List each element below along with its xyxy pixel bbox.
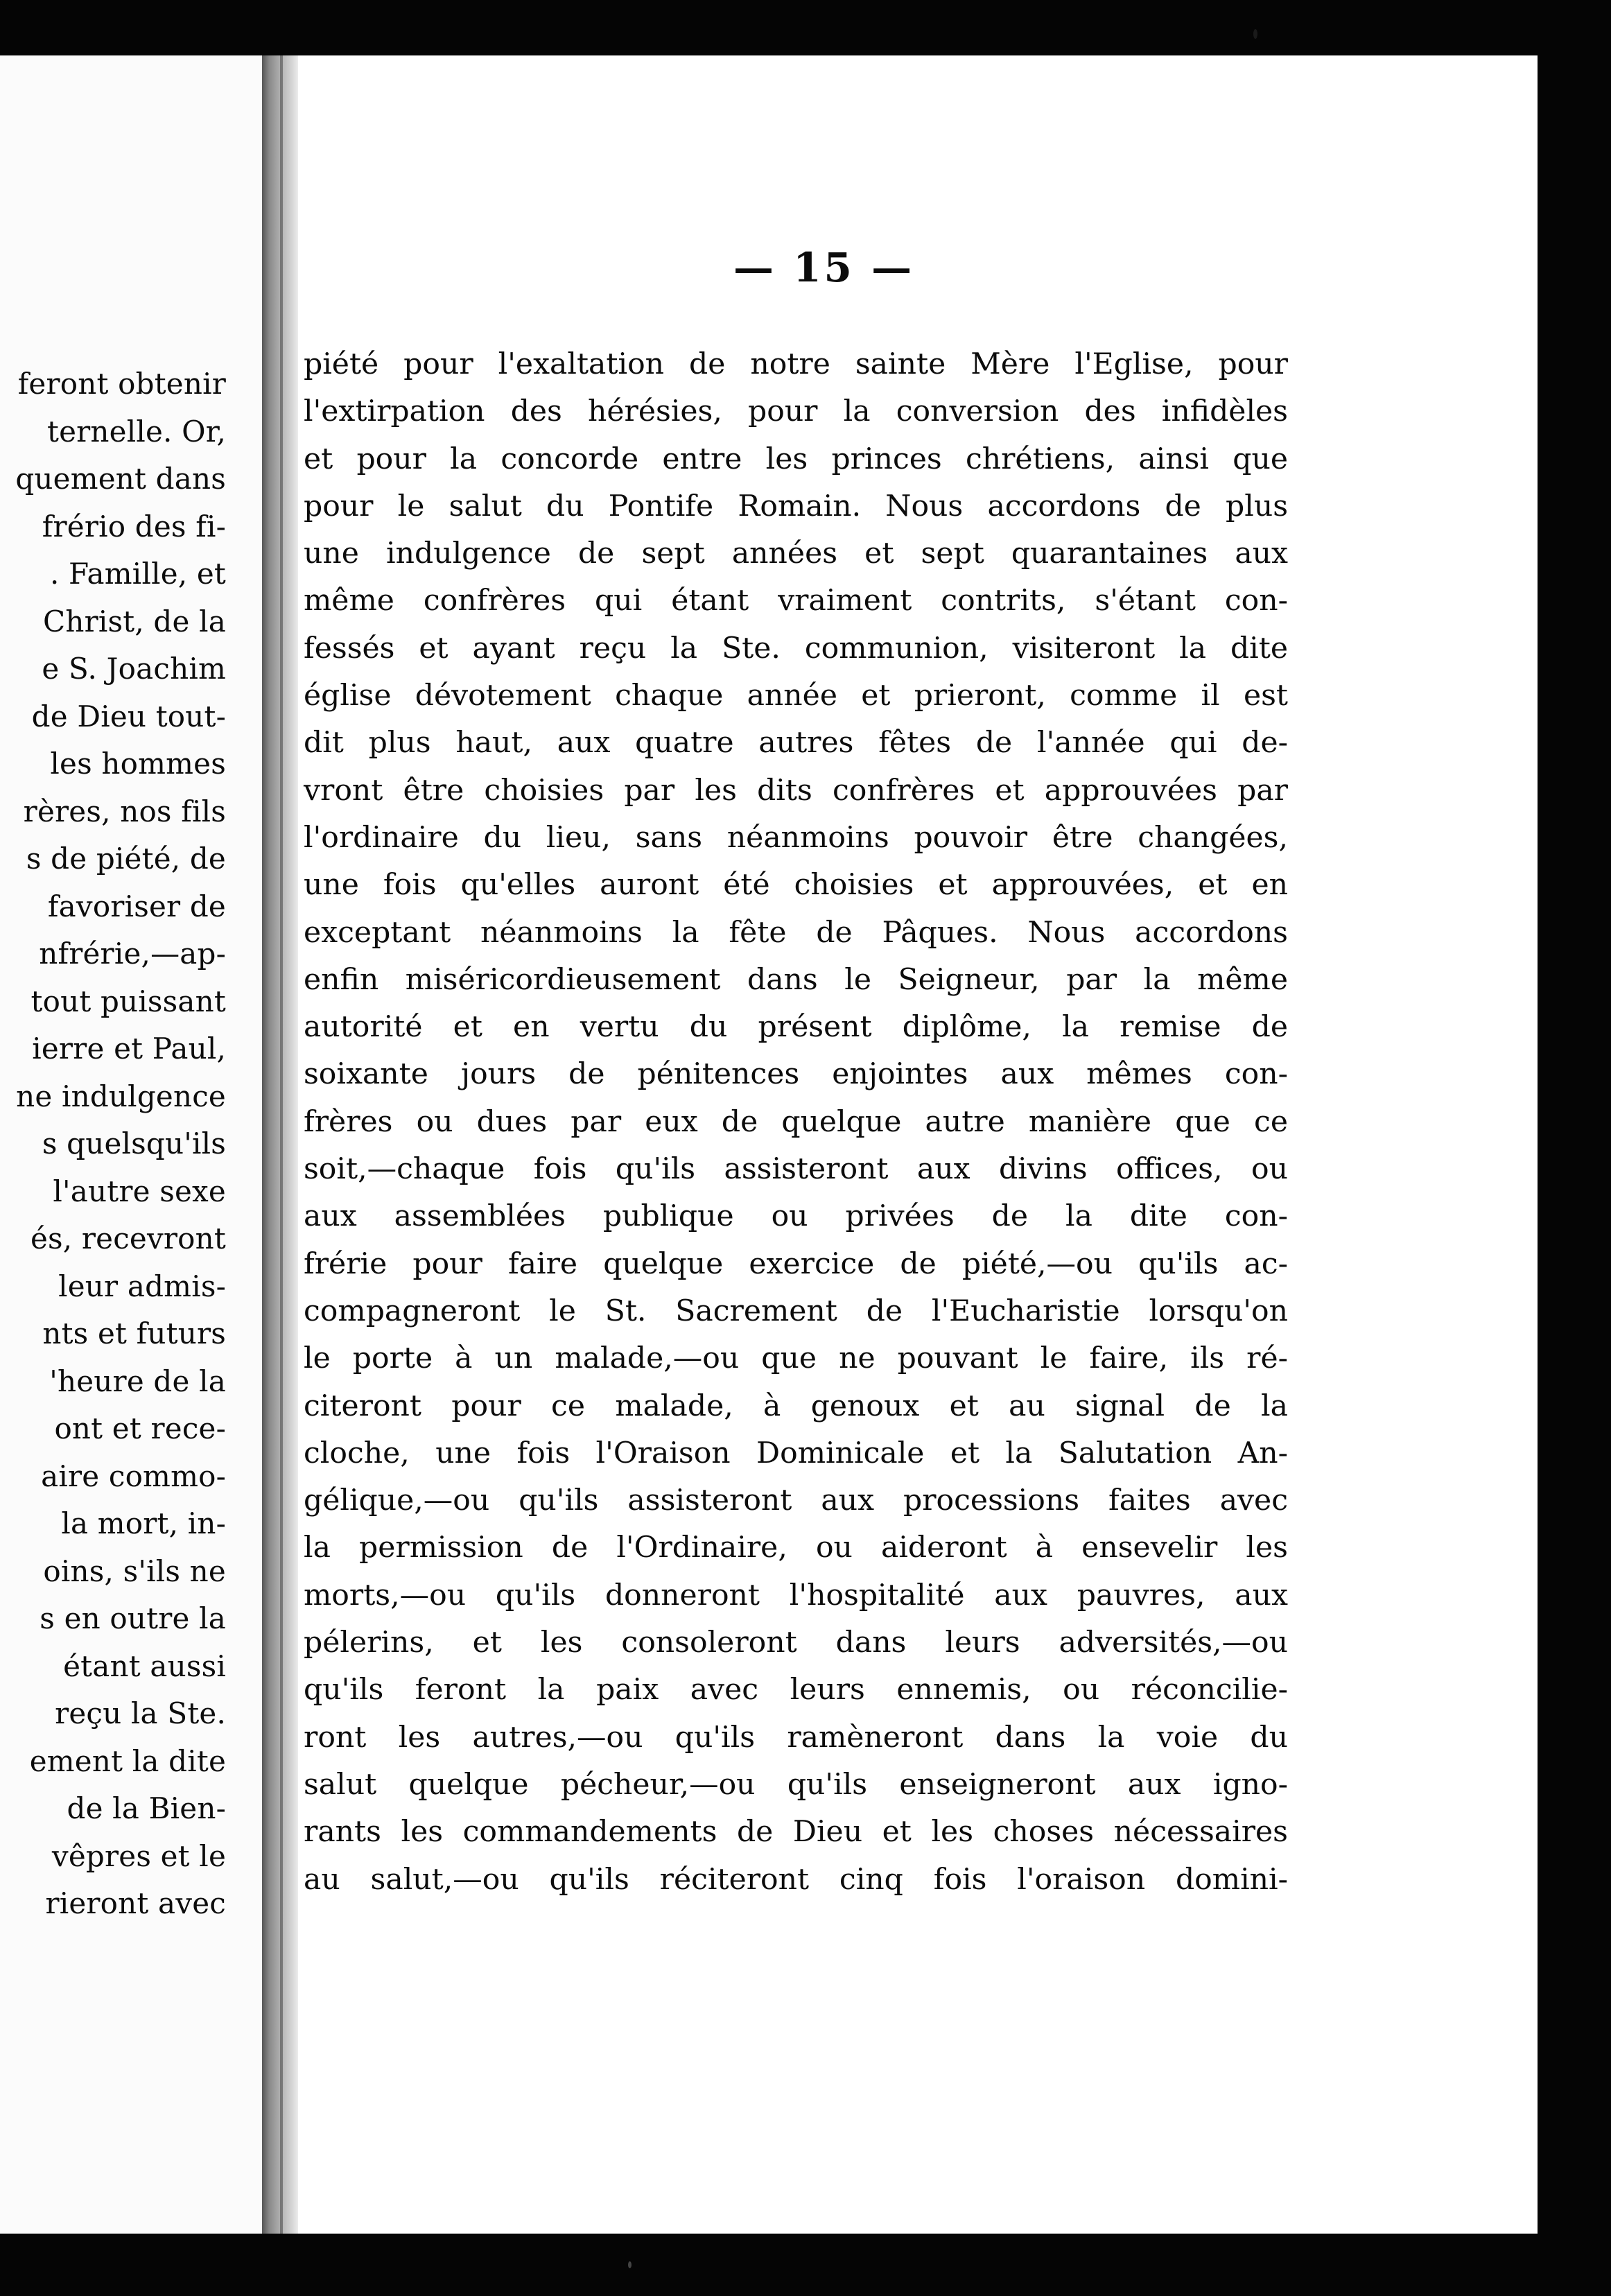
text-line: citeront pour ce malade, à genoux et au signal de la xyxy=(304,1389,1288,1423)
left-page-line: frério des fi- xyxy=(42,509,226,543)
text-line: au salut,—ou qu'ils réciteront cinq fois l'oraison domini- xyxy=(304,1862,1288,1897)
text-line: soit,—chaque fois qu'ils assisteront aux divins offices, ou xyxy=(304,1152,1288,1187)
text-line: frères ou dues par eux de quelque autre manière que ce xyxy=(304,1104,1288,1139)
left-page-line: ternelle. Or, xyxy=(47,414,226,449)
left-page-line: rères, nos fils xyxy=(23,794,226,828)
left-page-line: feront obtenir xyxy=(17,367,226,401)
text-line: et pour la concorde entre les princes chrétiens, ainsi que xyxy=(304,442,1288,476)
left-page-line: Christ, de la xyxy=(43,604,226,638)
left-page-line: ne indulgence xyxy=(16,1079,226,1113)
left-page-line: 'heure de la xyxy=(49,1364,226,1398)
left-page-line: de Dieu tout- xyxy=(31,699,226,733)
text-line: fessés et ayant reçu la Ste. communion, visiteront la dite xyxy=(304,631,1288,666)
main-text-block xyxy=(304,341,1288,1904)
left-page-line: . Famille, et xyxy=(49,557,226,591)
scan-border-right xyxy=(1538,0,1611,2296)
text-line: pélerins, et les consoleront dans leurs adversités,—ou xyxy=(304,1626,1288,1660)
left-page-text xyxy=(0,360,226,1928)
text-line: dit plus haut, aux quatre autres fêtes de l'année qui de- xyxy=(304,726,1288,760)
text-line: qu'ils feront la paix avec leurs ennemis, ou réconcilie- xyxy=(304,1673,1288,1707)
text-line: même confrères qui étant vraiment contrits, s'étant con- xyxy=(304,584,1288,618)
left-page-line: nts et futurs xyxy=(42,1316,226,1350)
left-page-line: ierre et Paul, xyxy=(32,1032,226,1066)
text-line: une fois qu'elles auront été choisies et approuvées, et en xyxy=(304,868,1288,903)
text-line: morts,—ou qu'ils donneront l'hospitalité aux pauvres, aux xyxy=(304,1578,1288,1612)
left-page-line: és, recevront xyxy=(30,1221,226,1255)
left-page-line: favoriser de xyxy=(47,889,226,923)
text-line: une indulgence de sept années et sept quarantaines aux xyxy=(304,537,1288,571)
left-page-line: oins, s'ils ne xyxy=(43,1554,226,1588)
left-page-line: étant aussi xyxy=(63,1649,226,1683)
text-line: enfin miséricordieusement dans le Seigneur, par la même xyxy=(304,962,1288,997)
left-page-line: e S. Joachim xyxy=(42,652,226,686)
text-line: le porte à un malade,—ou que ne pouvant le faire, ils ré- xyxy=(304,1341,1288,1376)
text-line: l'ordinaire du lieu, sans néanmoins pouvoir être changées, xyxy=(304,820,1288,855)
left-page-line: de la Bien- xyxy=(67,1791,226,1825)
left-facing-page xyxy=(0,55,262,2234)
left-page-line: s de piété, de xyxy=(26,842,226,876)
scan-speck xyxy=(628,2261,632,2268)
scan-border-bottom xyxy=(0,2234,1611,2296)
text-line: vront être choisies par les dits confrères et approuvées par xyxy=(304,773,1288,808)
left-page-line: rieront avec xyxy=(45,1886,226,1920)
text-line: cloche, une fois l'Oraison Dominicale et la Salutation An- xyxy=(304,1436,1288,1470)
text-line: pour le salut du Pontife Romain. Nous accordons de plus xyxy=(304,489,1288,523)
left-page-line: ont et rece- xyxy=(54,1411,226,1445)
scan-speck xyxy=(1253,29,1257,39)
left-page-line: la mort, in- xyxy=(61,1506,226,1540)
left-page-line: l'autre sexe xyxy=(53,1174,226,1208)
text-line: piété pour l'exaltation de notre sainte Mère l'Eglise, pour xyxy=(304,347,1288,381)
left-page-line: leur admis- xyxy=(58,1269,226,1303)
left-page-line: quement dans xyxy=(15,462,226,496)
text-line: compagneront le St. Sacrement de l'Eucharistie lorsqu'on xyxy=(304,1294,1288,1328)
text-line: frérie pour faire quelque exercice de piété,—ou qu'ils ac- xyxy=(304,1246,1288,1281)
text-line: l'extirpation des hérésies, pour la conversion des infidèles xyxy=(304,394,1288,429)
left-page-line: vêpres et le xyxy=(51,1838,226,1873)
scan-border-top xyxy=(0,0,1611,55)
text-line: soixante jours de pénitences enjointes aux mêmes con- xyxy=(304,1057,1288,1092)
text-line: autorité et en vertu du présent diplôme, la remise de xyxy=(304,1010,1288,1045)
page-number: — 15 — xyxy=(733,244,915,291)
text-line: église dévotement chaque année et prieront, comme il est xyxy=(304,679,1288,713)
left-page-line: nfrérie,—ap- xyxy=(39,937,226,971)
left-page-line: aire commo- xyxy=(41,1459,226,1493)
left-page-line: tout puissant xyxy=(31,984,226,1018)
text-line: aux assemblées publique ou privées de la dite con- xyxy=(304,1199,1288,1234)
text-line: rants les commandements de Dieu et les choses nécessaires xyxy=(304,1815,1288,1850)
left-page-line: les hommes xyxy=(50,747,226,781)
left-page-line: s quelsqu'ils xyxy=(42,1127,226,1160)
gutter-shadow-line xyxy=(280,55,283,2234)
text-line: exceptant néanmoins la fête de Pâques. Nous accordons xyxy=(304,915,1288,950)
left-page-line: reçu la Ste. xyxy=(55,1696,226,1730)
left-page-line: s en outre la xyxy=(40,1601,226,1635)
text-line: salut quelque pécheur,—ou qu'ils enseigneront aux igno- xyxy=(304,1767,1288,1802)
text-line: gélique,—ou qu'ils assisteront aux processions faites avec xyxy=(304,1484,1288,1518)
text-line: la permission de l'Ordinaire, ou aideront à ensevelir les xyxy=(304,1531,1288,1565)
text-line: ront les autres,—ou qu'ils ramèneront dans la voie du xyxy=(304,1720,1288,1755)
left-page-line: ement la dite xyxy=(29,1743,226,1778)
